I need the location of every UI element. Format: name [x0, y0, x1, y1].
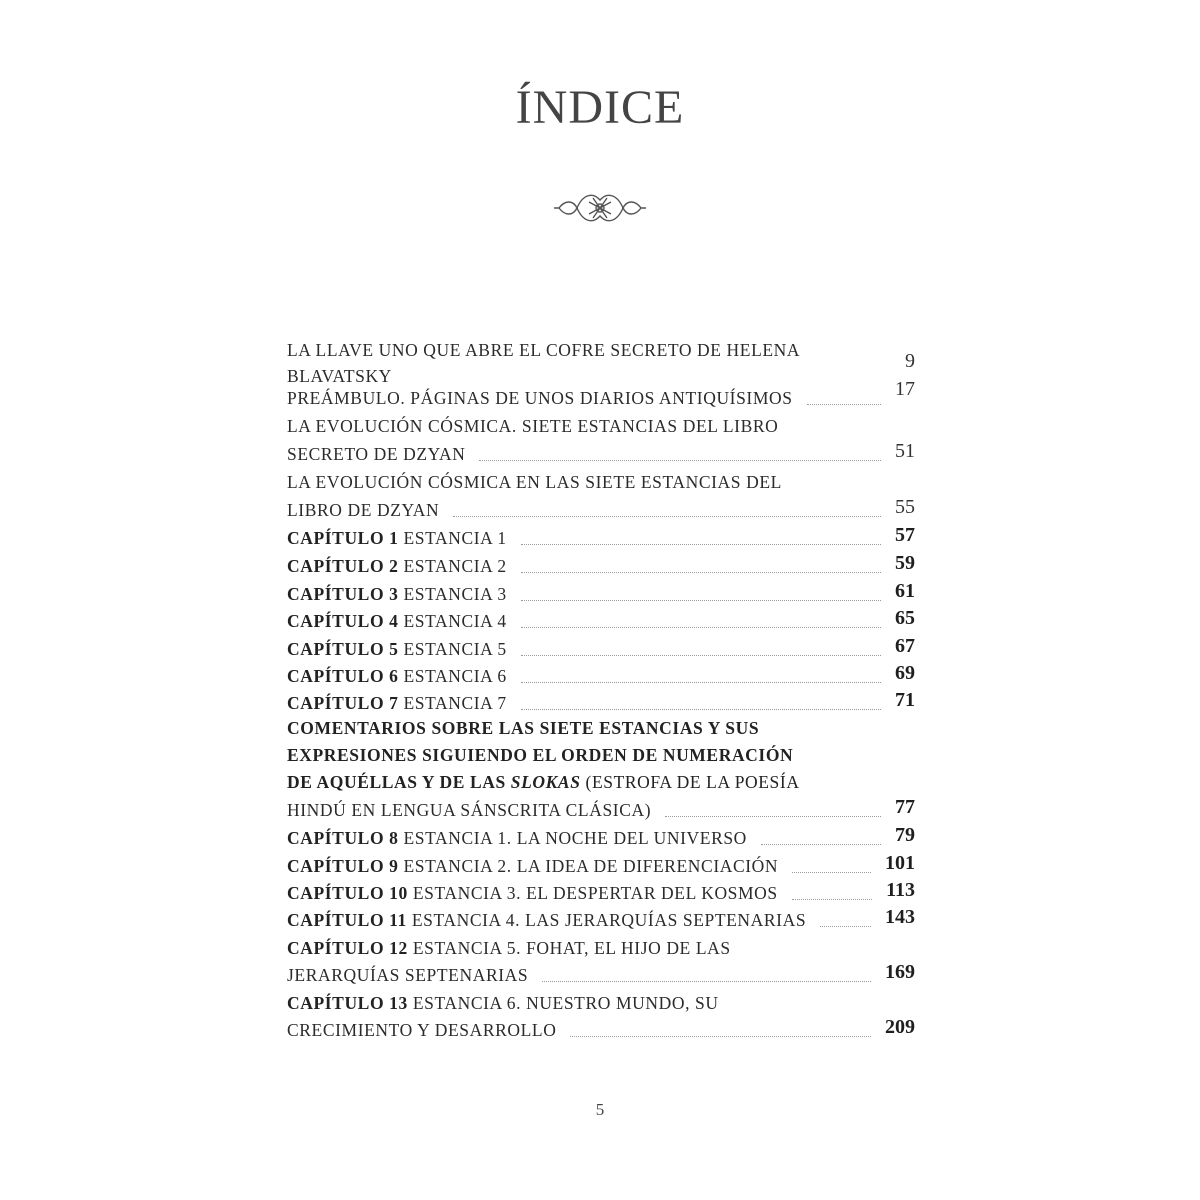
toc-entry-text: DE AQUÉLLAS Y DE LAS: [287, 772, 511, 792]
dotted-leader: [521, 655, 881, 656]
toc-chapter-label: CAPÍTULO 9: [287, 856, 399, 876]
toc-page-number: 69: [895, 662, 915, 684]
toc-page-number: 57: [895, 524, 915, 546]
toc-entry-line: LA EVOLUCIÓN CÓSMICA. SIETE ESTANCIAS DEL LIBRO: [287, 416, 779, 436]
toc-entry-text: ESTANCIA 4: [403, 611, 507, 631]
toc-entry-line: LA LLAVE UNO QUE ABRE EL COFRE SECRETO DE HELENA: [287, 340, 801, 360]
toc-page-number: 17: [895, 378, 915, 400]
dotted-leader: [542, 981, 871, 982]
toc-entry-text: ESTANCIA 2. LA IDEA DE DIFERENCIACIÓN: [403, 856, 779, 876]
toc-entry-line: LIBRO DE DZYAN: [287, 500, 440, 520]
toc-page-number: 59: [895, 552, 915, 574]
toc-chapter-label: CAPÍTULO 5: [287, 639, 399, 659]
dotted-leader: [521, 544, 881, 545]
toc-entry-text: ESTANCIA 4. LAS JERARQUÍAS SEPTENARIAS: [411, 910, 807, 930]
dotted-leader: [521, 600, 881, 601]
toc-page-number: 61: [895, 580, 915, 602]
toc-page-number: 77: [895, 796, 915, 818]
toc-page-number: 101: [885, 852, 915, 874]
dotted-leader: [521, 627, 881, 628]
toc-page-number: 55: [895, 496, 915, 518]
toc-entry-line: EXPRESIONES SIGUIENDO EL ORDEN DE NUMERACIÓN: [287, 745, 794, 765]
toc-entry-line: [287, 856, 778, 876]
toc-entry-line: [287, 772, 800, 792]
dotted-leader: [792, 872, 871, 873]
toc-entry-line: [287, 883, 778, 903]
toc-chapter-label: CAPÍTULO 8: [287, 828, 399, 848]
toc-page-number: 143: [885, 906, 915, 928]
toc-chapter-label: CAPÍTULO 1: [287, 528, 399, 548]
toc-page-number: 79: [895, 824, 915, 846]
dotted-leader: [570, 1036, 871, 1037]
toc-page-number: 71: [895, 689, 915, 711]
page-title: ÍNDICE: [515, 81, 685, 134]
toc-entry-line: BLAVATSKY: [287, 366, 392, 386]
toc-entry-line: [287, 938, 731, 958]
toc-entry-line: [287, 828, 747, 848]
dotted-leader: [479, 460, 881, 461]
toc-page-number: 51: [895, 440, 915, 462]
toc-chapter-label: CAPÍTULO 3: [287, 584, 399, 604]
toc-entry-line: [287, 666, 507, 686]
toc-page-number: 209: [885, 1016, 915, 1038]
toc-entry-line: COMENTARIOS SOBRE LAS SIETE ESTANCIAS Y SUS: [287, 718, 760, 738]
toc-entry-line: [287, 611, 507, 631]
toc-entry-text: ESTANCIA 1: [403, 528, 507, 548]
toc-entry-line: [287, 528, 507, 548]
dotted-leader: [792, 899, 872, 900]
flourish-ornament-icon: [553, 186, 647, 230]
toc-chapter-label: CAPÍTULO 10: [287, 883, 408, 903]
toc-entry-text: (ESTROFA DE LA POESÍA: [580, 772, 800, 792]
toc-entry-line: SECRETO DE DZYAN: [287, 444, 466, 464]
toc-entry-text: ESTANCIA 6. NUESTRO MUNDO, SU: [412, 993, 719, 1013]
toc-entry-line: [287, 556, 507, 576]
toc-page-number: 67: [895, 635, 915, 657]
toc-entry-text: ESTANCIA 5: [403, 639, 507, 659]
toc-chapter-label: CAPÍTULO 6: [287, 666, 399, 686]
toc-entry-text: ESTANCIA 1. LA NOCHE DEL UNIVERSO: [403, 828, 747, 848]
dotted-leader: [807, 404, 881, 405]
toc-entry-line: CRECIMIENTO Y DESARROLLO: [287, 1020, 557, 1040]
toc-chapter-label: CAPÍTULO 13: [287, 993, 408, 1013]
dotted-leader: [820, 926, 871, 927]
toc-entry-text: ESTANCIA 2: [403, 556, 507, 576]
toc-entry-text: ESTANCIA 7: [403, 693, 507, 713]
toc-chapter-label: CAPÍTULO 12: [287, 938, 408, 958]
toc-entry-text: ESTANCIA 3: [403, 584, 507, 604]
toc-chapter-label: CAPÍTULO 11: [287, 910, 407, 930]
toc-entry-line: [287, 584, 507, 604]
dotted-leader: [453, 516, 881, 517]
footer-page-number: 5: [595, 1100, 605, 1119]
toc-chapter-label: CAPÍTULO 2: [287, 556, 399, 576]
toc-entry-line: [287, 910, 806, 930]
toc-chapter-label: CAPÍTULO 7: [287, 693, 399, 713]
dotted-leader: [665, 816, 881, 817]
toc-entry-text: ESTANCIA 3. EL DESPERTAR DEL KOSMOS: [412, 883, 778, 903]
dotted-leader: [761, 844, 881, 845]
toc-entry-line: HINDÚ EN LENGUA SÁNSCRITA CLÁSICA): [287, 800, 652, 820]
dotted-leader: [521, 682, 881, 683]
toc-page-number: 169: [885, 961, 915, 983]
dotted-leader: [521, 572, 881, 573]
toc-entry-line: PREÁMBULO. PÁGINAS DE UNOS DIARIOS ANTIQUÍSIMOS: [287, 388, 793, 408]
toc-entry-line: LA EVOLUCIÓN CÓSMICA EN LAS SIETE ESTANCIAS DEL: [287, 472, 782, 492]
toc-entry-text: ESTANCIA 5. FOHAT, EL HIJO DE LAS: [412, 938, 731, 958]
toc-entry-line: [287, 639, 507, 659]
toc-page-number: 113: [886, 879, 915, 901]
toc-page-number: 9: [905, 350, 915, 372]
toc-entry-line: JERARQUÍAS SEPTENARIAS: [287, 965, 529, 985]
toc-chapter-label: CAPÍTULO 4: [287, 611, 399, 631]
toc-entry-italic: SLOKAS: [510, 772, 581, 792]
toc-page-number: 65: [895, 607, 915, 629]
toc-entry-line: [287, 693, 507, 713]
toc-entry-line: [287, 993, 719, 1013]
toc-entry-text: ESTANCIA 6: [403, 666, 507, 686]
dotted-leader: [521, 709, 881, 710]
